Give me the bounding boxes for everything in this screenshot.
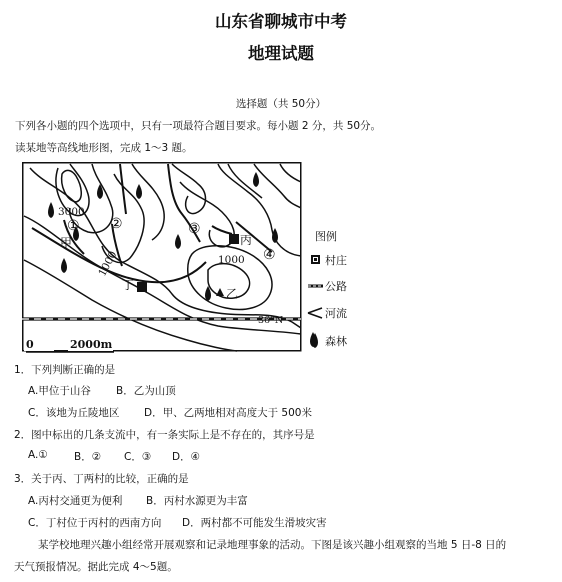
question-3-option-c[interactable]: C．丁村位于丙村的西南方向 (28, 517, 162, 529)
question-2-stem: 2．图中标出的几条支流中，有一条实际上是不存在的，其序号是 (14, 429, 315, 441)
legend (308, 229, 347, 348)
question-1-option-d[interactable]: D．甲、乙两地相对高度大于 500米 (144, 407, 312, 419)
question-3-option-a[interactable]: A.丙村交通更为便利 (28, 495, 123, 507)
exam-title: 山东省聊城市中考 (215, 12, 347, 31)
contour-map (22, 162, 362, 354)
legend-village: 村庄 (325, 254, 347, 267)
section-heading: 选择题（共 50分） (235, 98, 327, 110)
contour-label-1000-left: 1000 (96, 249, 120, 279)
question-1-stem: 1．下列判断正确的是 (14, 364, 116, 376)
scale-zero: 0 (26, 338, 34, 351)
legend-highway: 公路 (325, 280, 347, 293)
question-3-stem: 3．关于丙、丁两村的比较，正确的是 (14, 473, 189, 485)
scale-distance: 2000m (70, 338, 113, 351)
latitude-label: 36°N (258, 315, 284, 326)
contour-label-3000: 3000 (58, 206, 85, 218)
contour-label-1000-right: 1000 (218, 254, 245, 266)
peak-yi-marker (216, 288, 224, 296)
question-3-option-b[interactable]: B．丙村水源更为丰富 (146, 495, 248, 507)
place-ding: 丁 (122, 278, 135, 292)
question-1-option-c[interactable]: C．该地为丘陵地区 (28, 407, 120, 419)
legend-forest: 森林 (325, 335, 347, 348)
read-prompt: 读某地等高线地形图，完成 1～3 题。 (15, 142, 193, 154)
question-1-option-b[interactable]: B．乙为山顶 (116, 385, 176, 397)
tributary-label-4: ④ (263, 247, 276, 263)
question-2-option-c[interactable]: C．③ (124, 451, 152, 463)
legend-title: 图例 (315, 230, 337, 243)
place-jia: 甲 (60, 236, 73, 250)
passage-line-2: 天气预报情况。据此完成 4～5题。 (14, 561, 178, 573)
exam-subtitle: 地理试题 (248, 44, 314, 63)
question-2-option-d[interactable]: D．④ (172, 451, 200, 463)
question-1-option-a[interactable]: A.甲位于山谷 (28, 385, 91, 397)
question-3-option-d[interactable]: D．两村都不可能发生滑坡灾害 (182, 517, 327, 529)
legend-river: 河流 (325, 307, 347, 320)
village-ding-marker (137, 282, 147, 292)
question-2-option-a[interactable]: A.① (28, 449, 48, 461)
instruction-text: 下列各小题的四个选项中，只有一项最符合题目要求。每小题 2 分，共 50分。 (15, 120, 382, 132)
passage-line-1: 某学校地理兴趣小组经常开展观察和记录地理事象的活动。下图是该兴趣小组观察的当地 5 日-8 日的 (38, 539, 507, 551)
place-yi: 乙 (226, 287, 239, 301)
place-bing: 丙 (240, 233, 253, 247)
question-2-option-b[interactable]: B．② (74, 451, 102, 463)
tributary-label-3: ③ (188, 221, 201, 237)
tributary-label-1: ① (67, 218, 80, 234)
tributary-label-2: ② (110, 216, 123, 232)
